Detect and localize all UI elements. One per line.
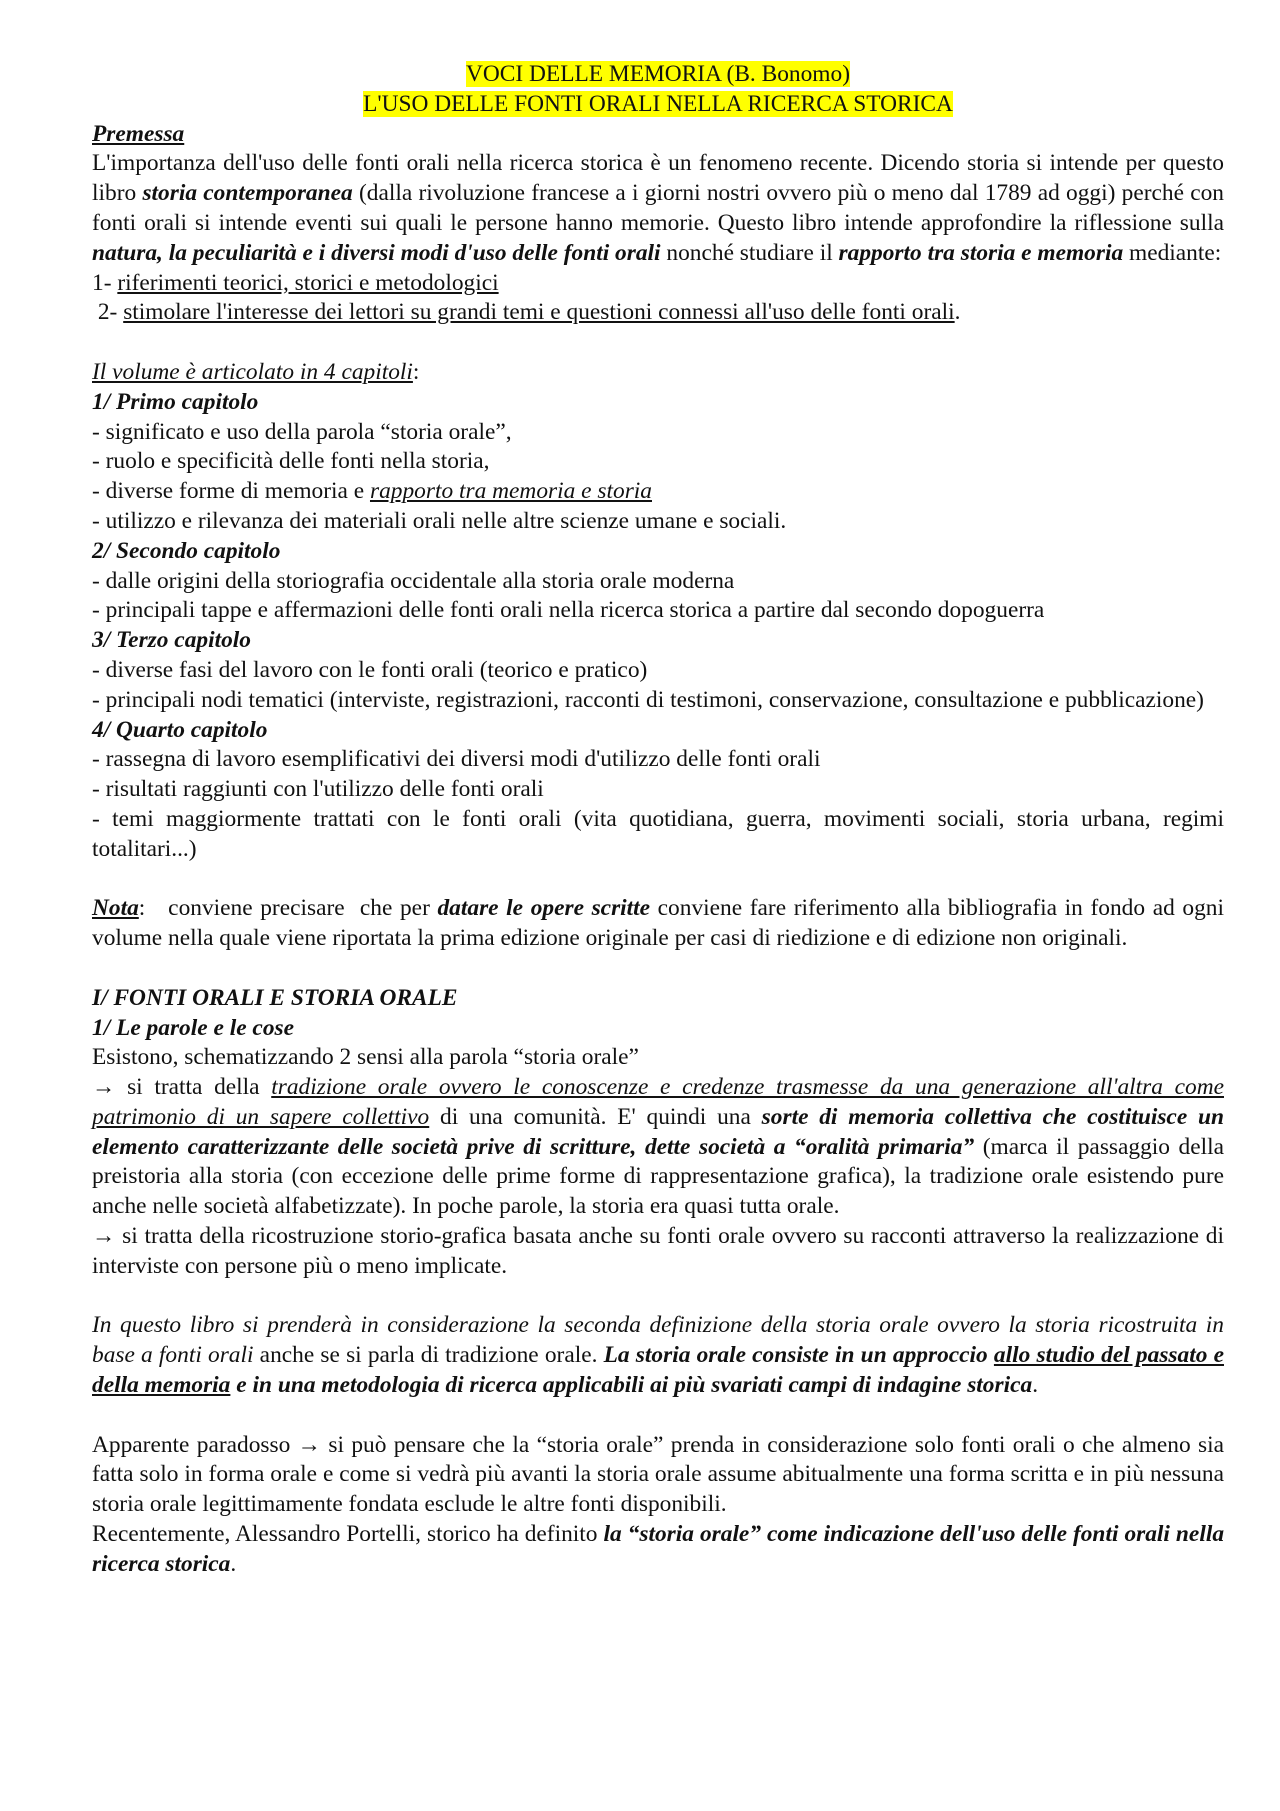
chapter-1-item: - diverse forme di memoria e rapporto tra memoria e storia xyxy=(92,478,652,505)
chapter-4-heading: 4/ Quarto capitolo xyxy=(92,716,268,743)
document-title xyxy=(92,60,1224,120)
chapter-2-item: - principali tappe e affermazioni delle fonti orali nella ricerca storica a partire dal secondo dopoguerra xyxy=(92,597,1045,624)
document-page xyxy=(92,60,1224,1580)
premessa-heading: Premessa xyxy=(92,120,185,147)
premessa-paragraph: L'importanza dell'uso delle fonti orali nella ricerca storica è un fenomeno recente. Dicendo storia si intende per questo libro storia contemporanea (dalla rivoluzione francese a i giorni nostri ovvero più o meno dal 1789 ad oggi) perché con fonti orali si intende eventi sui quali le persone hanno memorie. Questo libro intende approfondire la riflessione sulla natura, la peculiarità e i diversi modi d'uso delle fonti orali nonché studiare il rapporto tra storia e memoria mediante: xyxy=(92,150,1224,266)
chapter-1-heading: 1/ Primo capitolo xyxy=(92,388,259,415)
chapter-2-heading: 2/ Secondo capitolo xyxy=(92,537,281,564)
premessa-item-1: 1- riferimenti teorici, storici e metodologici xyxy=(92,269,499,296)
nota-paragraph: Nota: conviene precisare che per datare le opere scritte conviene fare riferimento alla bibliografia in fondo ad ogni volume nella quale viene riportata la prima edizione originale per casi di riedizione e di edizione non originali. xyxy=(92,895,1224,952)
chapter-4-item: - risultati raggiunti con l'utilizzo delle fonti orali xyxy=(92,776,544,803)
chapter-1-item: - significato e uso della parola “storia orale”, xyxy=(92,418,512,445)
section-1-paragraph-3: Apparente paradosso → si può pensare che la “storia orale” prenda in considerazione solo fonti orali o che almeno sia fatta solo in forma orale e come si vedrà più avanti la storia orale assume abitualmente una forma scritta e in più nessuna storia orale legittimamente fondata esclude le altre fonti disponibili. xyxy=(92,1431,1224,1518)
section-1-intro: Esistono, schematizzando 2 sensi alla parola “storia orale” xyxy=(92,1044,639,1071)
chapter-1-item: - utilizzo e rilevanza dei materiali orali nelle altre scienze umane e sociali. xyxy=(92,507,787,534)
volume-intro: Il volume è articolato in 4 capitoli: xyxy=(92,358,420,385)
title-line-1: VOCI DELLE MEMORIA (B. Bonomo) xyxy=(466,61,850,87)
chapter-1-item: - ruolo e specificità delle fonti nella storia, xyxy=(92,448,490,475)
section-1-heading: I/ FONTI ORALI E STORIA ORALE xyxy=(92,984,458,1011)
chapter-3-item: - principali nodi tematici (interviste, registrazioni, racconti di testimoni, conservazione, consultazione e pubblicazione) xyxy=(92,686,1204,713)
title-line-2: L'USO DELLE FONTI ORALI NELLA RICERCA STORICA xyxy=(363,90,953,117)
section-1-paragraph-4: Recentemente, Alessandro Portelli, storico ha definito la “storia orale” come indicazione dell'uso delle fonti orali nella ricerca storica. xyxy=(92,1521,1225,1577)
premessa-item-2: 2- stimolare l'interesse dei lettori su grandi temi e questioni connessi all'uso delle fonti orali. xyxy=(92,299,961,326)
definition-2: → si tratta della ricostruzione storio-grafica basata anche su fonti orale ovvero su racconti attraverso la realizzazione di interviste con persone più o meno implicate. xyxy=(92,1223,1224,1279)
chapter-3-item: - diverse fasi del lavoro con le fonti orali (teorico e pratico) xyxy=(92,656,648,683)
chapter-2-item: - dalle origini della storiografia occidentale alla storia orale moderna xyxy=(92,567,735,594)
section-1-subheading: 1/ Le parole e le cose xyxy=(92,1014,294,1041)
chapter-4-item: - rassegna di lavoro esemplificativi dei diversi modi d'utilizzo delle fonti orali xyxy=(92,746,821,773)
chapter-4-item: - temi maggiormente trattati con le fonti orali (vita quotidiana, guerra, movimenti sociali, storia urbana, regimi totalitari...) xyxy=(92,805,1224,862)
section-1-paragraph-2: In questo libro si prenderà in considerazione la seconda definizione della storia orale ovvero la storia ricostruita in base a fonti orali anche se si parla di tradizione orale. La storia orale consiste in un approccio allo studio del passato e della memoria e in una metodologia di ricerca applicabili ai più svariati campi di indagine storica. xyxy=(92,1312,1224,1399)
definition-1: → si tratta della tradizione orale ovvero le conoscenze e credenze trasmesse da una generazione all'altra come patrimonio di un sapere collettivo di una comunità. E' quindi una sorte di memoria collettiva che costituisce un elemento caratterizzante delle società prive di scritture, dette società a “oralità primaria” (marca il passaggio della preistoria alla storia (con eccezione delle prime forme di rappresentazione grafica), la tradizione orale esistendo pure anche nelle società alfabetizzate). In poche parole, la storia era quasi tutta orale. xyxy=(92,1074,1225,1220)
chapter-3-heading: 3/ Terzo capitolo xyxy=(92,627,251,654)
